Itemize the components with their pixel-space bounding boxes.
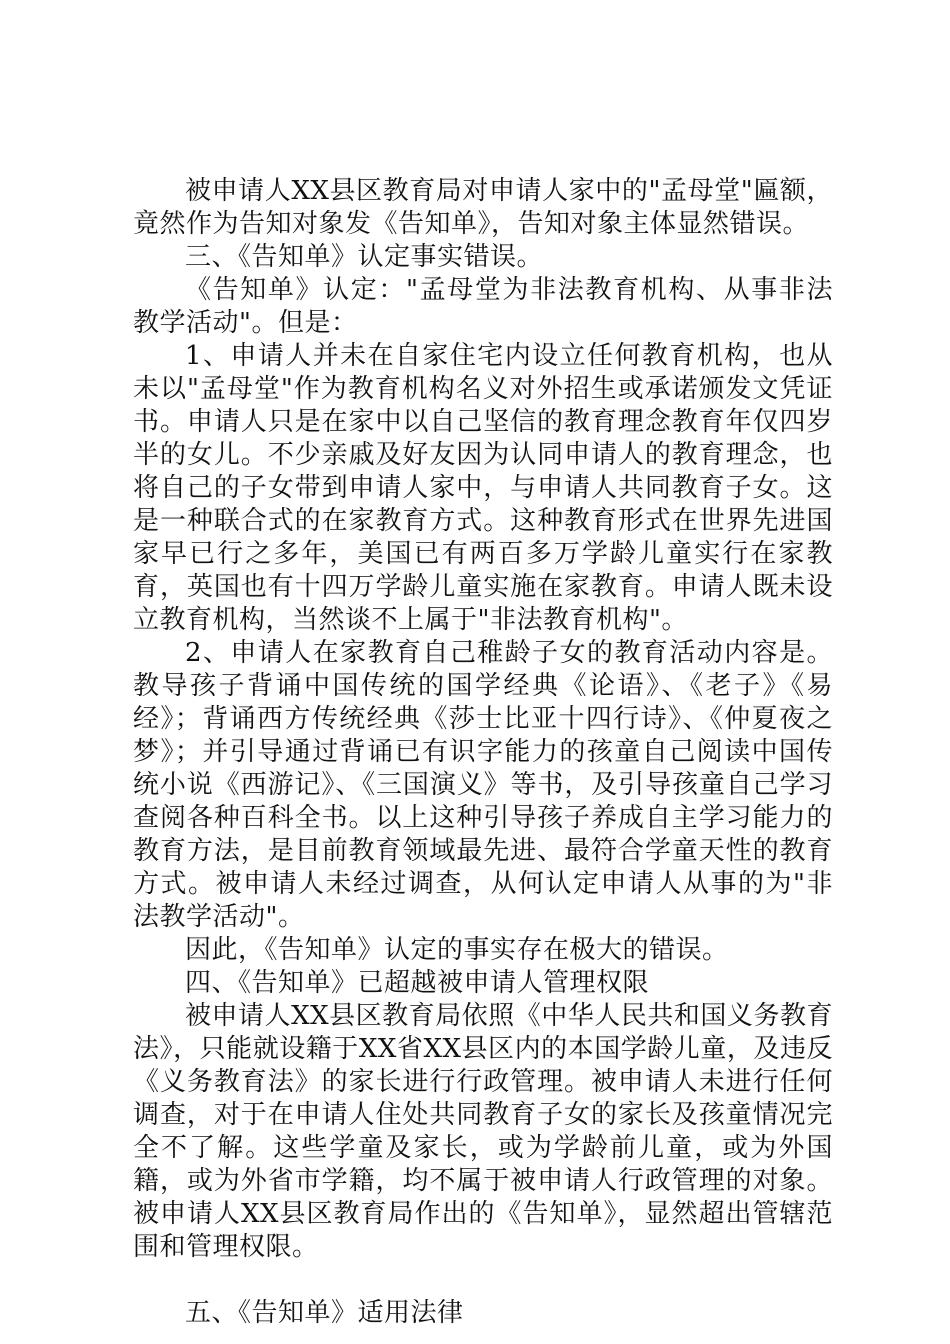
paragraph-point-2: 2、申请人在家教育自己稚龄子女的教育活动内容是。教导孩子背诵中国传统的国学经典《论语》、《老子》《易经》；背诵西方传统经典《莎士比亚十四行诗》、《仲夏夜之梦》；并引导通过背诵已有识字能力的孩童自己阅读中国传统小说《西游记》、《三国演义》等书，及引导孩童自己学习查阅各种百科全书。以上这种引导孩子养成自主学习能力的教育方法，是目前教育领域最先进、最符合学童天性的教育方式。被申请人未经过调查，从何认定申请人从事的为"非法教学活动"。 xyxy=(133,638,833,932)
document-body xyxy=(133,175,833,1330)
paragraph-conclusion: 因此，《告知单》认定的事实存在极大的错误。 xyxy=(185,935,729,965)
paragraph-notice-finding: 《告知单》认定："孟母堂为非法教育机构、从事非法教学活动"。但是： xyxy=(133,275,833,338)
heading-section-5: 五、《告知单》适用法律 xyxy=(185,1298,464,1328)
paragraph-authority: 被申请人XX县区教育局依照《中华人民共和国义务教育法》，只能就设籍于XX省XX县区内的本国学龄儿童，及违反《义务教育法》的家长进行行政管理。被申请人未进行任何调查，对于在申请人住处共同教育子女的家长及孩童情况完全不了解。这些学童及家长，或为学龄前儿童，或为外国籍，或为外省市学籍，均不属于被申请人行政管理的对象。被申请人XX县区教育局作出的《告知单》，显然超出管辖范围和管理权限。 xyxy=(133,1001,833,1262)
heading-section-4: 四、《告知单》已超越被申请人管理权限 xyxy=(185,968,650,998)
heading-section-3: 三、《告知单》认定事实错误。 xyxy=(185,242,544,272)
paragraph-object-error: 被申请人XX县区教育局对申请人家中的"孟母堂"匾额，竟然作为告知对象发《告知单》，告知对象主体显然错误。 xyxy=(133,176,833,239)
paragraph-point-1: 1、申请人并未在自家住宅内设立任何教育机构，也从未以"孟母堂"作为教育机构名义对外招生或承诺颁发文凭证书。申请人只是在家中以自己坚信的教育理念教育年仅四岁半的女儿。不少亲戚及好友因为认同申请人的教育理念，也将自己的子女带到申请人家中，与申请人共同教育子女。这是一种联合式的在家教育方式。这种教育形式在世界先进国家早已行之多年，美国已有两百多万学龄儿童实行在家教育，英国也有十四万学龄儿童实施在家教育。申请人既未设立教育机构，当然谈不上属于"非法教育机构"。 xyxy=(133,341,833,635)
